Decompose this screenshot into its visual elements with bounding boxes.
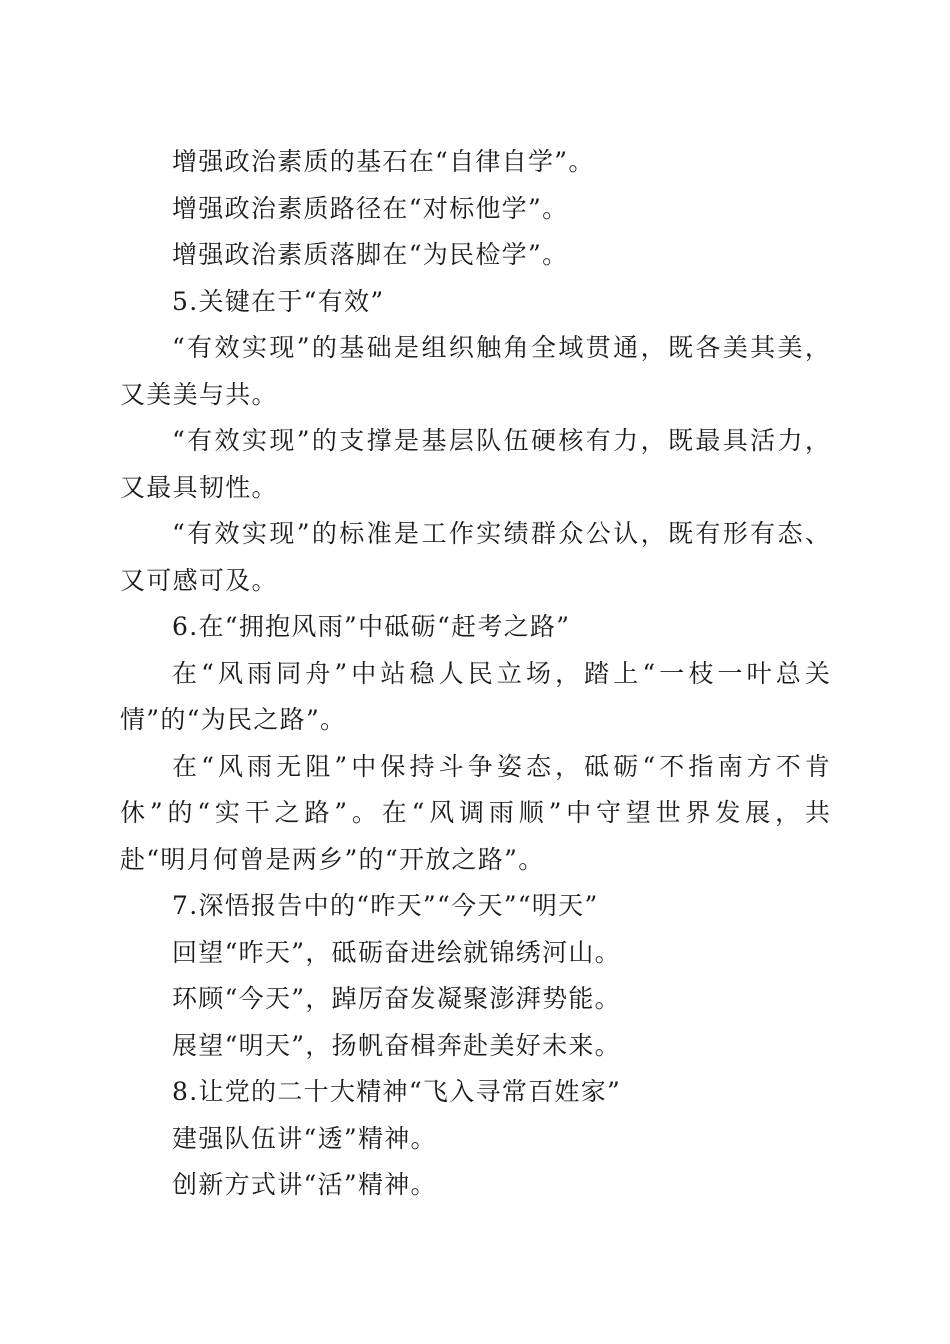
paragraph-line: 情”的“为民之路”。 — [120, 705, 347, 734]
paragraph-line: 增强政治素质的基石在“自律自学”。 — [172, 147, 595, 176]
paragraph-line: 在 “ 风 雨 同 舟 ” 中 站 稳 人 民 立 场 ， 踏 上 “ 一 枝 一 叶 总 关 — [172, 658, 830, 688]
paragraph-line: 建强队伍讲“透”精神。 — [172, 1123, 437, 1153]
paragraph-line: “ 有 效 实 现 ” 的 基 础 是 组 织 触 角 全 域 贯 通 ， 既 各 美 其 美 ， — [172, 333, 830, 362]
paragraph-line: 展望“明天”，扬帆奋楫奔赴美好未来。 — [172, 1030, 621, 1060]
paragraph-line: “ 有 效 实 现 ” 的 标 准 是 工 作 实 绩 群 众 公 认 ， 既 有 形 有 态 、 — [172, 519, 830, 548]
paragraph-line: 在 “ 风 雨 无 阻 ” 中 保 持 斗 争 姿 态 ， 砥 砺 “ 不 指 南 方 不 肯 — [172, 751, 830, 781]
paragraph-line: 回望“昨天”，砥砺奋进绘就锦绣河山。 — [172, 937, 621, 967]
paragraph-line: 又最具韧性。 — [120, 472, 278, 502]
paragraph-line: 又可感可及。 — [120, 565, 278, 595]
section-heading: 6.在“拥抱风雨”中砥砺“赶考之路” — [172, 612, 571, 641]
paragraph-line: 休 ” 的 “ 实 干 之 路 ” 。 在 “ 风 调 雨 顺 ” 中 守 望 世 界 发 展 ， 共 — [120, 798, 830, 827]
section-heading: 7.深悟报告中的“昨天”“今天”“明天” — [172, 891, 599, 920]
paragraph-line: 环顾“今天”，踔厉奋发凝聚澎湃势能。 — [172, 984, 621, 1013]
section-heading: 5.关键在于“有效” — [172, 286, 385, 316]
document-page — [120, 139, 830, 1209]
paragraph-line: “ 有 效 实 现 ” 的 支 撑 是 基 层 队 伍 硬 核 有 力 ， 既 最 具 活 力 ， — [172, 426, 830, 455]
paragraph-line: 赴“明月何曾是两乡”的“开放之路”。 — [120, 844, 545, 874]
paragraph-line: 又美美与共。 — [120, 379, 278, 409]
paragraph-line: 增强政治素质路径在“对标他学”。 — [172, 193, 569, 223]
paragraph-line: 增强政治素质落脚在“为民检学”。 — [172, 240, 569, 269]
paragraph-line: 创新方式讲“活”精神。 — [172, 1170, 437, 1199]
section-heading: 8.让党的二十大精神“飞入寻常百姓家” — [172, 1077, 622, 1106]
